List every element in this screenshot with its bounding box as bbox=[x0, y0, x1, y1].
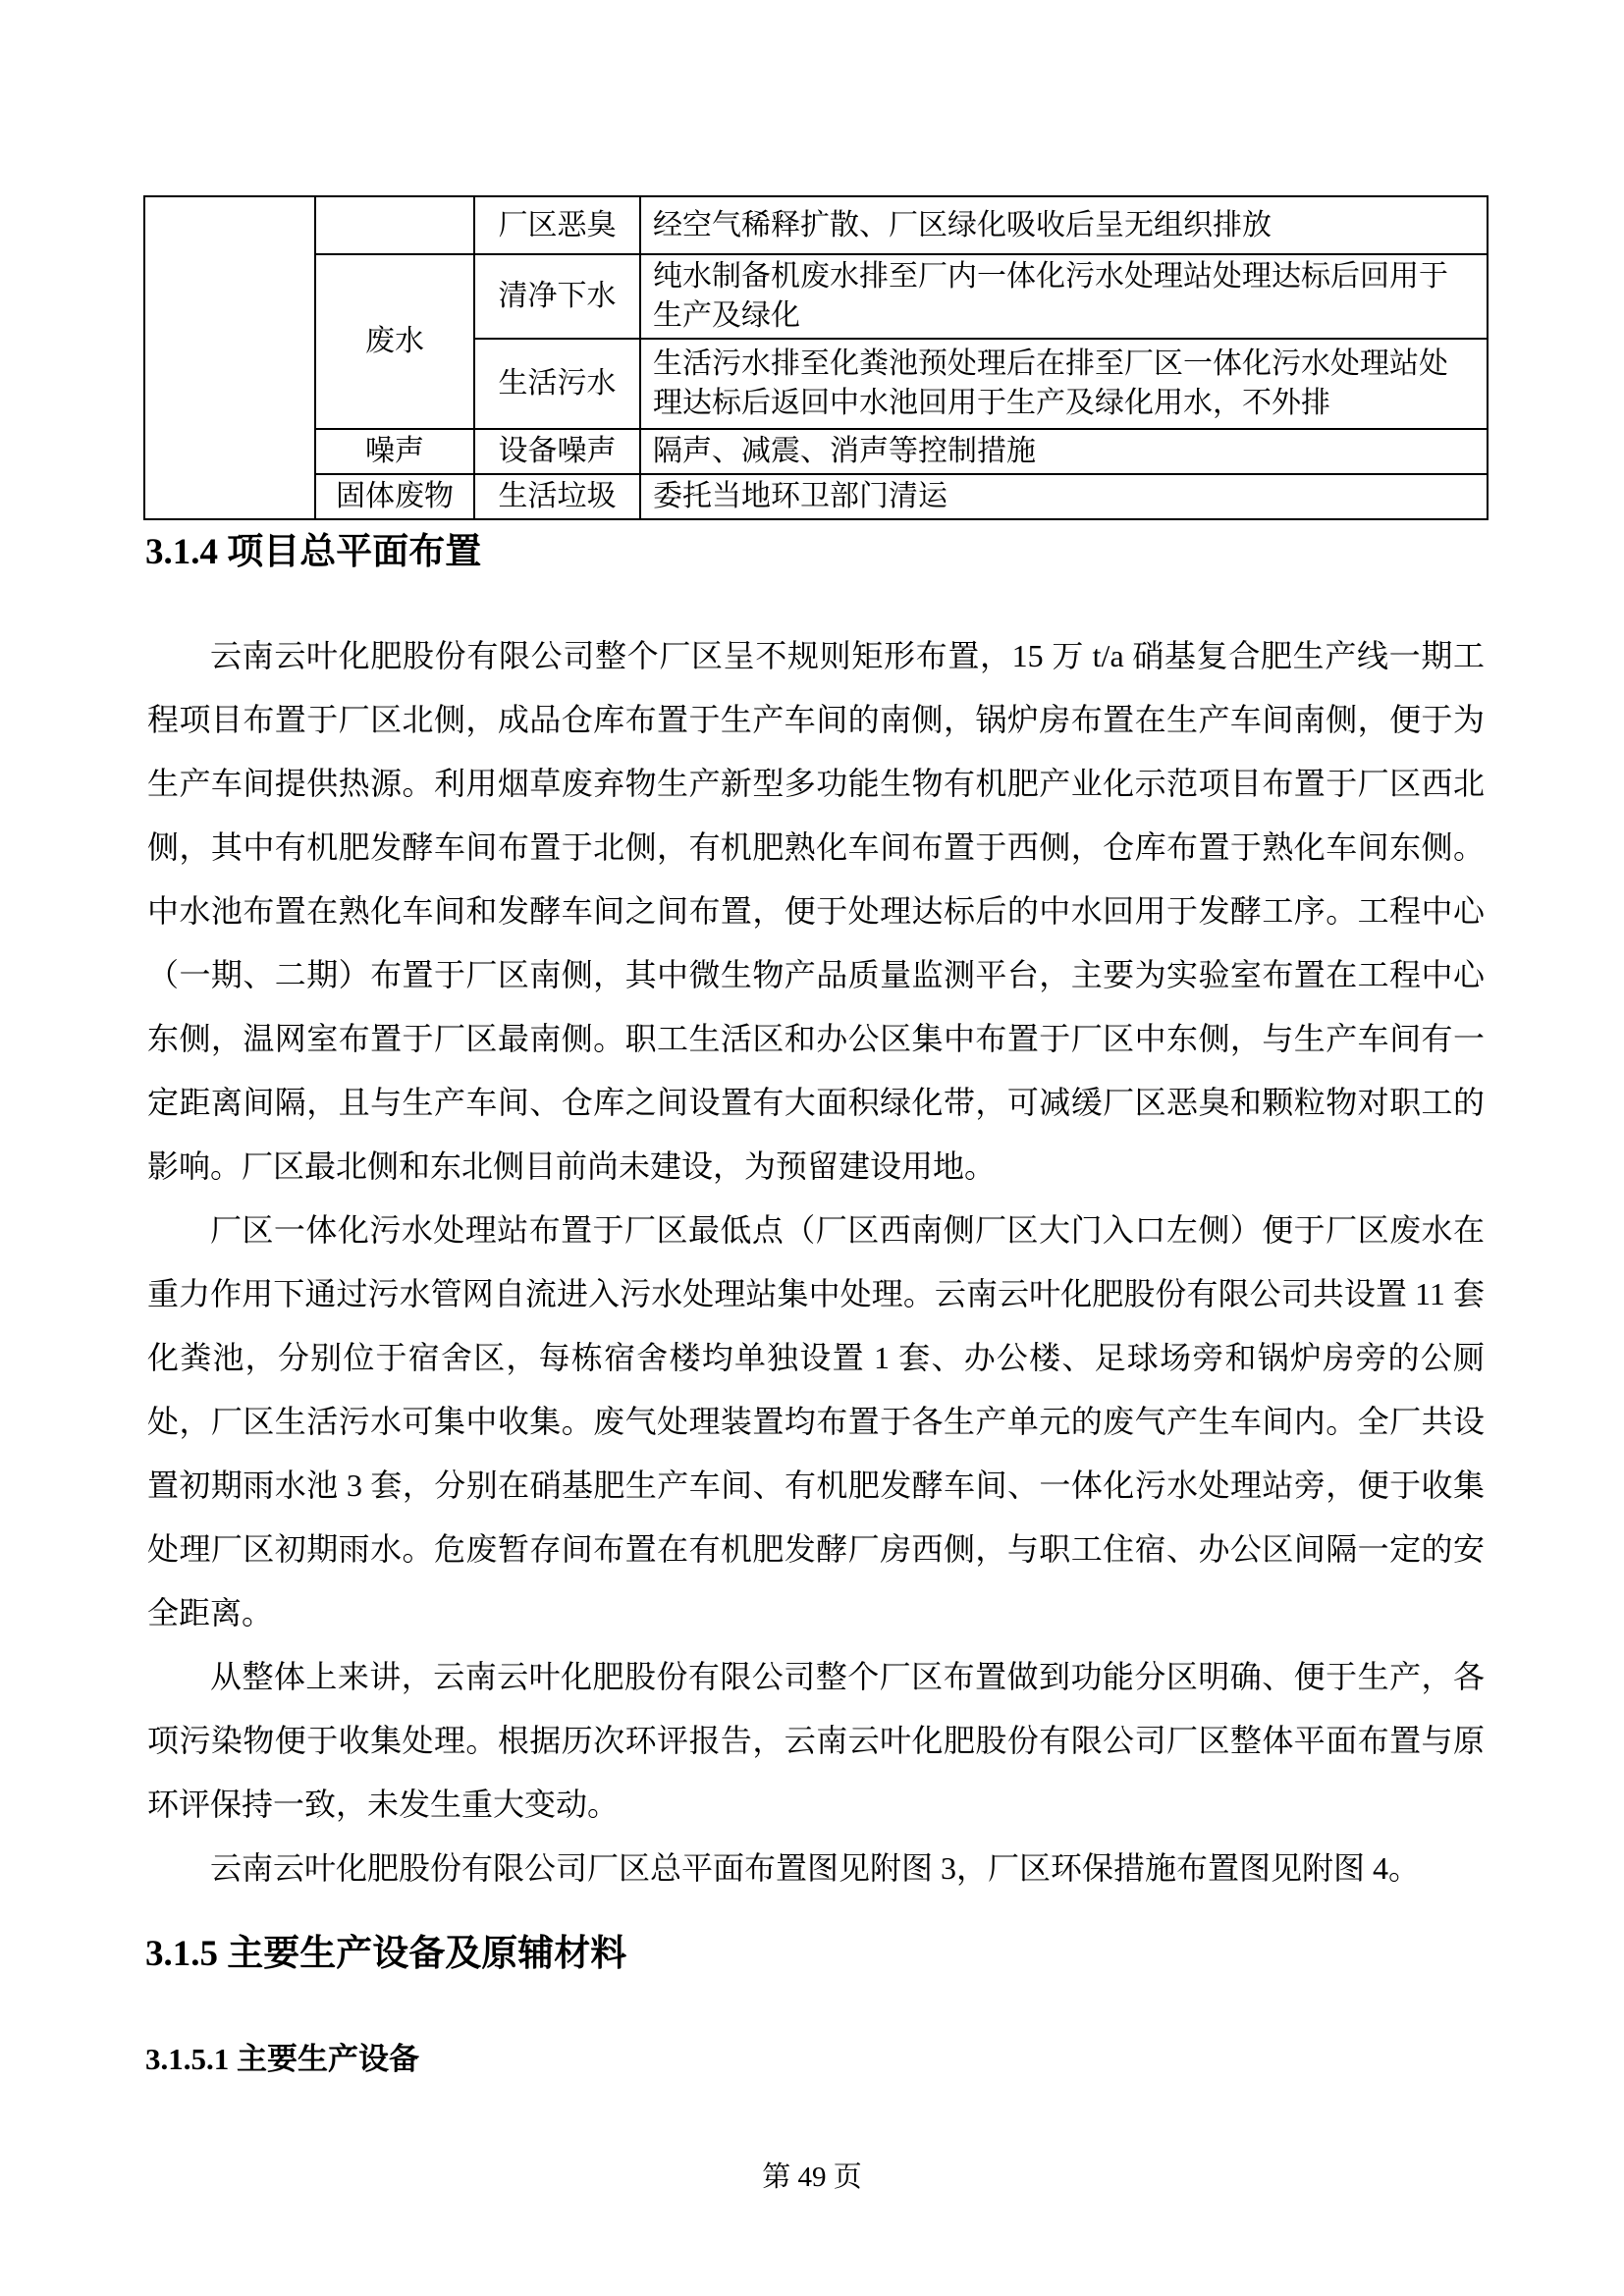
table-row bbox=[144, 429, 1488, 474]
cell-measure-solid-waste: 委托当地环卫部门清运 bbox=[640, 474, 1488, 519]
cell-type-solid-waste: 固体废物 bbox=[315, 474, 474, 519]
cell-source-solid-waste: 生活垃圾 bbox=[474, 474, 640, 519]
cell-type-blank bbox=[315, 196, 474, 254]
cell-type-noise: 噪声 bbox=[315, 429, 474, 474]
cell-measure-odor: 经空气稀释扩散、厂区绿化吸收后呈无组织排放 bbox=[640, 196, 1488, 254]
cell-measure-domestic-sewage: 生活污水排至化粪池预处理后在排至厂区一体化污水处理站处理达标后返回中水池回用于生产及绿化用水，不外排 bbox=[640, 339, 1488, 429]
paragraph: 云南云叶化肥股份有限公司整个厂区呈不规则矩形布置，15 万 t/a 硝基复合肥生产线一期工程项目布置于厂区北侧，成品仓库布置于生产车间的南侧，锅炉房布置在生产车间南侧，便于为生产车间提供热源。利用烟草废弃物生产新型多功能生物有机肥产业化示范项目布置于厂区西北侧，其中有机肥发酵车间布置于北侧，有机肥熟化车间布置于西侧，仓库布置于熟化车间东侧。中水池布置在熟化车间和发酵车间之间布置，便于处理达标后的中水回用于发酵工序。工程中心（一期、二期）布置于厂区南侧，其中微生物产品质量监测平台，主要为实验室布置在工程中心东侧，温网室布置于厂区最南侧。职工生活区和办公区集中布置于厂区中东侧，与生产车间有一定距离间隔，且与生产车间、仓库之间设置有大面积绿化带，可减缓厂区恶臭和颗粒物对职工的影响。厂区最北侧和东北侧目前尚未建设，为预留建设用地。 bbox=[147, 638, 1485, 1184]
section-heading-3-1-4: 3.1.4 项目总平面布置 bbox=[145, 532, 482, 572]
table-row bbox=[144, 196, 1488, 254]
pollution-control-table bbox=[143, 195, 1489, 520]
cell-source-domestic-sewage: 生活污水 bbox=[474, 339, 640, 429]
table-row bbox=[144, 474, 1488, 519]
paragraph: 从整体上来讲，云南云叶化肥股份有限公司整个厂区布置做到功能分区明确、便于生产，各项污染物便于收集处理。根据历次环评报告，云南云叶化肥股份有限公司厂区整体平面布置与原环评保持一致，未发生重大变动。 bbox=[147, 1659, 1485, 1822]
section-heading-3-1-5: 3.1.5 主要生产设备及原辅材料 bbox=[145, 1934, 627, 1974]
section-3-1-4-body bbox=[147, 624, 1485, 1900]
page-number: 第 49 页 bbox=[762, 2162, 862, 2193]
section-heading-3-1-5-1: 3.1.5.1 主要生产设备 bbox=[145, 2042, 419, 2076]
cell-type-wastewater: 废水 bbox=[315, 254, 474, 429]
cell-measure-noise: 隔声、减震、消声等控制措施 bbox=[640, 429, 1488, 474]
cell-source-clean-water: 清净下水 bbox=[474, 254, 640, 339]
cell-measure-clean-water: 纯水制备机废水排至厂内一体化污水处理站处理达标后回用于生产及绿化 bbox=[640, 254, 1488, 339]
cell-category-blank bbox=[144, 196, 315, 519]
cell-source-noise: 设备噪声 bbox=[474, 429, 640, 474]
cell-source-odor: 厂区恶臭 bbox=[474, 196, 640, 254]
paragraph: 厂区一体化污水处理站布置于厂区最低点（厂区西南侧厂区大门入口左侧）便于厂区废水在重力作用下通过污水管网自流进入污水处理站集中处理。云南云叶化肥股份有限公司共设置 11 套化粪池，分别位于宿舍区，每栋宿舍楼均单独设置 1 套、办公楼、足球场旁和锅炉房旁的公厕处，厂区生活污水可集中收集。废气处理装置均布置于各生产单元的废气产生车间内。全厂共设置初期雨水池 3 套，分别在硝基肥生产车间、有机肥发酵车间、一体化污水处理站旁，便于收集处理厂区初期雨水。危废暂存间布置在有机肥发酵厂房西侧，与职工住宿、办公区间隔一定的安全距离。 bbox=[147, 1212, 1485, 1630]
paragraph: 云南云叶化肥股份有限公司厂区总平面布置图见附图 3，厂区环保措施布置图见附图 4。 bbox=[210, 1850, 1421, 1886]
table-row bbox=[144, 254, 1488, 339]
